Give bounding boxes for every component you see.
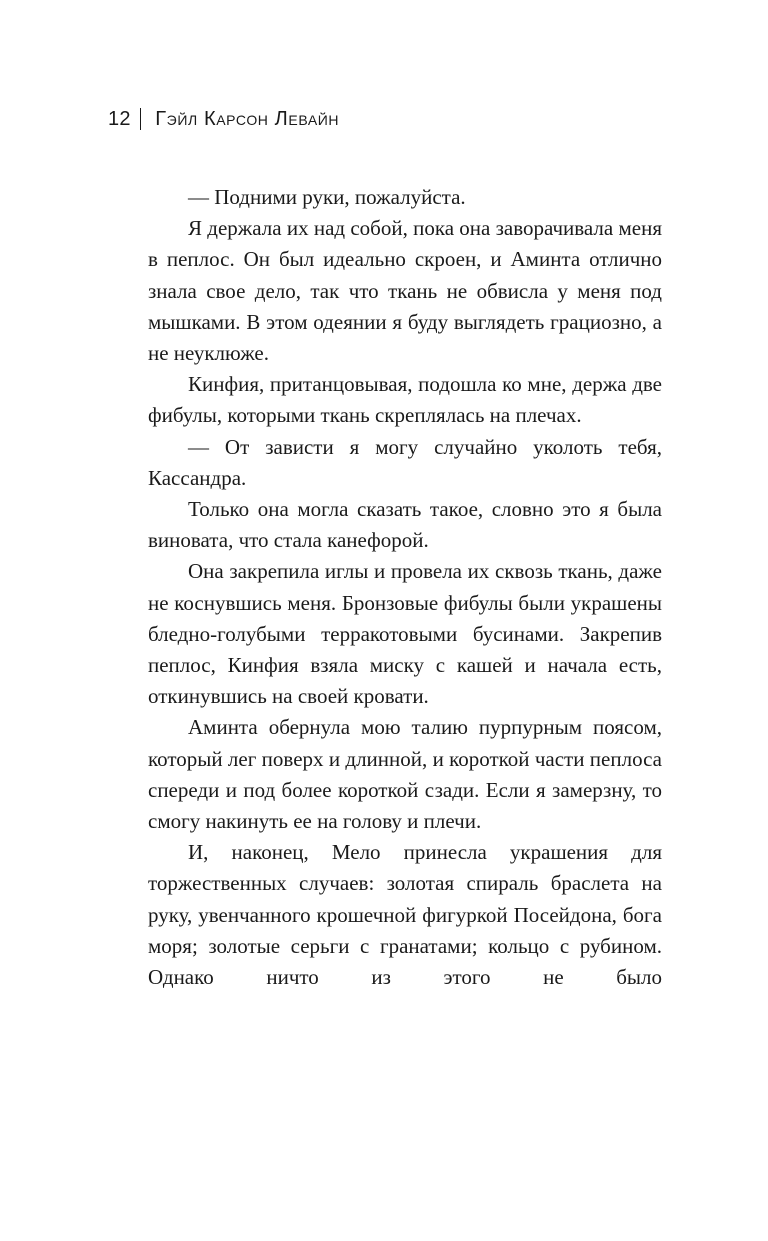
paragraph: Я держала их над собой, пока она заворачивала меня в пеплос. Он был идеально скроен, и Аминта отлично знала свое дело, так что ткань не обвисла у меня под мышками. В этом одеянии я буду выглядеть грациозно, а не неуклюже. xyxy=(148,216,662,366)
header-separator xyxy=(140,108,142,130)
running-header xyxy=(108,104,339,134)
paragraph: Она закрепила иглы и провела их сквозь ткань, даже не коснувшись меня. Бронзовые фибулы были украшены бледно-голубыми терракотовыми бусинами. Закрепив пеплос, Кинфия взяла миску с кашей и начала есть, откинувшись на своей кровати. xyxy=(148,559,662,709)
paragraph: И, наконец, Мело принесла украшения для торжественных случаев: золотая спираль браслета на руку, увенчанного крошечной фигуркой Посейдона, бога моря; золотые серьги с гранатами; кольцо с рубином. Однако ничто из этого не было xyxy=(148,840,662,990)
page-number: 12 xyxy=(108,107,131,130)
body-text xyxy=(148,182,662,993)
paragraph: Только она могла сказать такое, словно это я была виновата, что стала канефорой. xyxy=(148,497,662,553)
author-name: Гэйл Карсон Левайн xyxy=(155,107,340,130)
paragraph: — От зависти я могу случайно уколоть тебя, Кассандра. xyxy=(148,434,662,490)
paragraph: — Подними руки, пожалуйста. xyxy=(188,185,466,209)
paragraph: Аминта обернула мою талию пурпурным поясом, который лег поверх и длинной, и короткой части пеплоса спереди и под более короткой сзади. Если я замерзну, то смогу накинуть ее на голову и плечи. xyxy=(148,715,662,834)
paragraph: Кинфия, пританцовывая, подошла ко мне, держа две фибулы, которыми ткань скреплялась на плечах. xyxy=(148,372,662,428)
